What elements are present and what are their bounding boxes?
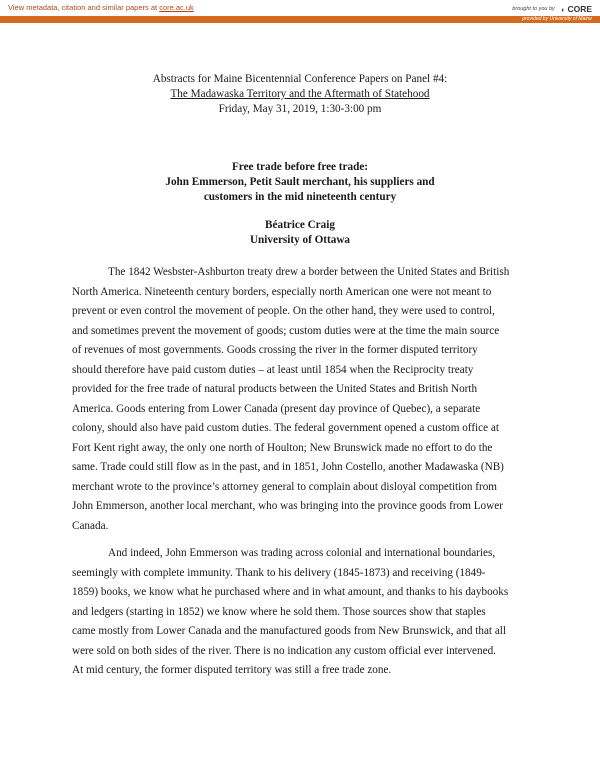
paper-title-line: John Emmerson, Petit Sault merchant, his suppliers and [165,176,435,188]
abstract-paragraph [72,544,534,681]
text-line: same. Trade could still flow as in the past, and in 1851, John Costello, another Madawaska (NB) [72,461,504,473]
core-logo-text: CORE [567,3,592,14]
core-branding[interactable] [490,0,600,16]
abstract-body [72,263,534,689]
text-line: merchant wrote to the province’s attorney general to complain about disloyal competition from [72,480,497,493]
brought-to-you-text: brought to you by [512,5,555,12]
session-datetime: Friday, May 31, 2019, 1:30-3:00 pm [218,103,382,115]
core-logo-icon: ◐ [561,6,568,14]
author-block [0,218,600,248]
core-metadata-notice [0,0,210,16]
core-banner [0,0,600,22]
author-affiliation: University of Ottawa [249,234,351,246]
core-link[interactable]: core.ac.uk [159,3,194,12]
text-line: seemingly with complete immunity. Thank to his delivery (1845-1873) and receiving (1849- [72,566,486,579]
provided-by-text: provided by University of Maine [522,16,592,22]
text-line: came mostly from Lower Canada and the manufactured goods from New Brunswick, and that all [72,625,507,637]
text-line: America. Goods entering from Lower Canada (present day province of Quebec), a separate [72,402,481,415]
text-line: provided for the free trade of natural products between the United States and British North [72,383,478,395]
text-line: And indeed, John Emmerson was trading across colonial and international boundaries, [108,547,496,559]
text-line: Fort Kent right away, the only one north of Houlton; New Brunswick made no effort to do the [72,441,493,454]
text-line: colony, should also have paid custom duties. The federal government opened a custom office at [72,422,499,434]
text-line: were sold on both sides of the river. There is no indication any custom official ever intervened. [72,644,496,657]
text-line: John Emmerson, another local merchant, who was bringing into the province goods from Lower [72,500,503,512]
text-line: should therefore have paid custom duties – at least until 1854 when the Reciprocity treaty [72,363,474,376]
author-name: Béatrice Craig [265,219,335,231]
paper-title-line: customers in the mid nineteenth century [203,191,397,203]
core-metadata-text: View metadata, citation and similar papers at [8,3,160,12]
panel-title: The Madawaska Territory and the Aftermath of Statehood [170,88,430,100]
text-line: prevent or even control the movement of people. On the other hand, they were used to control, [72,305,495,317]
abstract-paragraph [72,263,534,536]
conference-header [0,72,600,117]
paper-title-line: Free trade before free trade: [231,161,369,173]
text-line: of revenues of most governments. Goods crossing the river in the former disputed territory [72,344,478,356]
provided-by-strip [0,16,600,23]
text-line: North America. Nineteenth century borders, especially north American one were not meant to [72,285,492,298]
text-line: At mid century, the former disputed territory was still a free trade zone. [72,664,392,676]
text-line: The 1842 Wesbster-Ashburton treaty drew a border between the United States and British [108,266,510,278]
core-logo[interactable] [561,4,592,14]
text-line: Canada. [72,519,109,532]
conference-title: Abstracts for Maine Bicentennial Conference Papers on Panel #4: [152,73,448,85]
text-line: 1859) books, we know what he purchased where and in what amount, and thanks to his daybooks [72,586,509,598]
paper-title [0,160,600,205]
text-line: and sometimes prevent the movement of goods; custom duties were at the time the main source [72,324,500,337]
text-line: and ledgers (starting in 1852) we know where he sold them. Those sources show that staples [72,605,486,618]
